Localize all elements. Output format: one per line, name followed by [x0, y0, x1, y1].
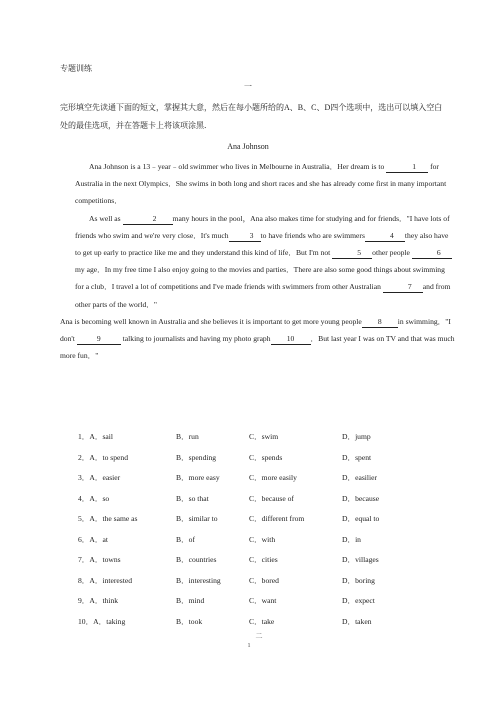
option-c: C．different from [249, 514, 305, 523]
option-a: 5．A．the same as [78, 514, 138, 523]
option-row [78, 554, 458, 575]
option-d: D．boring [342, 575, 375, 585]
p2-text-c: many hours in the pool，Ana also makes time for studying and for friends．"I have lots of friends who swim and we're very close．It's much [75, 213, 450, 240]
option-b: B．spending [176, 452, 217, 462]
option-b: B．took [176, 616, 203, 626]
option-a: 8．A．interested [78, 575, 132, 585]
blank-7: 7 [383, 282, 423, 293]
p3-text-e: ．But last year I was on TV and that was much more fun．" [60, 334, 455, 361]
option-b: B．so that [176, 493, 209, 503]
option-a: 2．A．to spend [78, 452, 128, 462]
option-b: B．more easy [176, 473, 220, 482]
blank-4: 4 [365, 231, 405, 242]
paragraph-2 [75, 210, 455, 313]
option-d: D．jump [342, 432, 371, 441]
option-c: C．cities [249, 555, 278, 564]
p2-text-a: As well as [89, 213, 123, 223]
options-list [78, 431, 458, 636]
option-row [78, 493, 458, 514]
option-row [78, 452, 458, 473]
option-c: C．with [249, 534, 276, 544]
option-a: 10．A．taking [78, 616, 126, 626]
blank-1: 1 [386, 162, 428, 173]
option-d: D．villages [342, 555, 379, 564]
p2-text-h: and from other parts of the world．" [75, 282, 451, 309]
option-d: D．spent [342, 452, 372, 462]
p2-text-f: other people [372, 248, 412, 258]
p1-text-a: Ana Johnson is a 13﹣year﹣old swimmer who lives in Melbourne in Australia．Her dream is to [89, 162, 387, 171]
option-b: B．similar to [176, 514, 218, 523]
option-b: B．run [176, 432, 199, 441]
option-c: C．want [249, 596, 277, 605]
option-row [78, 431, 458, 452]
option-a: 4．A．so [78, 493, 110, 503]
option-d: D．easilier [342, 473, 378, 482]
page-number: 1 [247, 643, 251, 649]
p2-text-e: they also have to get up early to practice like me and they understand this kind of life．But I'm not [75, 230, 449, 258]
p2-text-d: to have friends who are swimmers [260, 230, 365, 240]
option-row [78, 595, 458, 616]
blank-5: 5 [332, 248, 372, 259]
option-d: D．expect [342, 596, 375, 605]
blank-9: 9 [77, 334, 121, 345]
blank-2: 2 [123, 214, 173, 225]
option-b: B．interesting [176, 575, 221, 585]
passage-body [60, 158, 455, 364]
option-b: B．mind [176, 596, 205, 605]
option-c: C．take [249, 616, 275, 626]
option-c: C．because of [249, 493, 294, 503]
passage-title: Ana Johnson [227, 142, 269, 151]
blank-8: 8 [362, 317, 398, 328]
p2-text-g: my age．In my free time I also enjoy going to the movies and parties．There are also some good things about swimming for a club．I travel a lot of competitions and I've made friends with swimmers from other Australian [75, 265, 445, 292]
option-c: C．swim [249, 432, 279, 441]
option-c: C．more easily [249, 473, 297, 482]
option-row [78, 513, 458, 534]
paragraph-3 [60, 313, 455, 365]
part-mark-one: 一 [244, 82, 252, 91]
option-row [78, 616, 458, 637]
option-a: 7．A．towns [78, 555, 121, 564]
p3-text-a: Ana is becoming well known in Australia and she believes it is important to get more young people [60, 316, 362, 326]
option-d: D．taken [342, 616, 372, 626]
blank-10: 10 [271, 334, 311, 345]
option-a: 9．A．think [78, 596, 119, 605]
option-d: D．in [342, 534, 361, 544]
section-title: 专题训练 [60, 64, 92, 73]
option-b: B．countries [176, 555, 217, 564]
option-a: 3．A．easier [78, 473, 121, 482]
option-d: D．equal to [342, 514, 380, 523]
option-b: B．of [176, 534, 195, 544]
blank-3: 3 [229, 231, 261, 242]
option-a: 6．A．at [78, 534, 108, 544]
p3-text-d: talking to journalists and having my photo graph [120, 334, 271, 344]
option-row [78, 575, 458, 596]
option-row [78, 472, 458, 493]
blank-6: 6 [412, 248, 452, 259]
paragraph-1 [75, 158, 455, 210]
p1-text-c: for Australia in the next Olympics．She swims in both long and short races and she has already come first in many important competitions． [75, 162, 447, 206]
option-c: C．spends [249, 452, 283, 462]
instructions: 完形填空先读通下面的短文，掌握其大意，然后在每小题所给的A、B、C、D四个选项中，选出可以填入空白处的最佳选项，并在答题卡上将该项涂黑． [60, 103, 443, 130]
option-d: D．because [342, 493, 380, 503]
p3-text-c: in swimming．"I don't [60, 316, 451, 344]
option-row [78, 534, 458, 555]
option-c: C．bored [249, 575, 279, 585]
option-a: 1．A．sail [78, 432, 114, 441]
part-mark-two: 二 [255, 632, 263, 640]
